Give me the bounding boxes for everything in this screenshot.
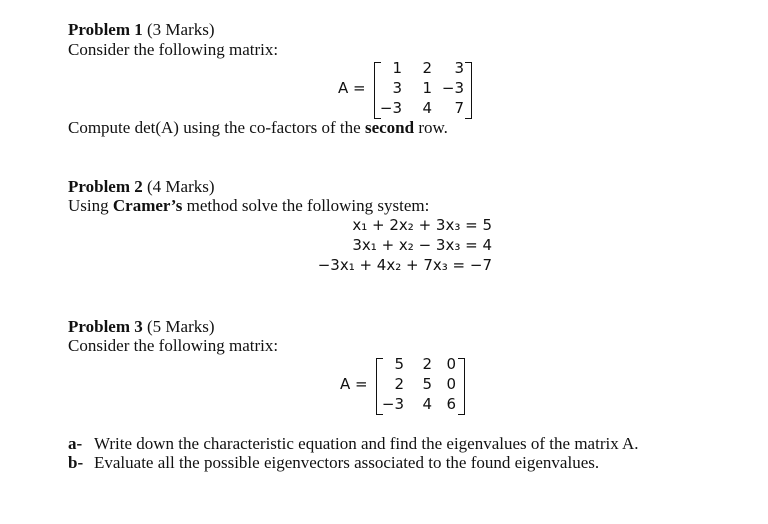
matrix-cell: 5: [394, 355, 404, 373]
matrix-cell: 3: [392, 79, 402, 97]
intro-emphasis: Cramer’s: [112, 196, 183, 215]
matrix-cell: 5: [422, 375, 432, 393]
task-suffix: row.: [414, 118, 448, 137]
problem-1-title: Problem 1: [68, 20, 143, 39]
problem-1-intro: Consider the following matrix:: [68, 40, 279, 59]
list-marker: a-: [68, 434, 83, 453]
right-bracket: [458, 358, 465, 415]
matrix-cell: 3: [454, 59, 464, 77]
problem-3-marks: (5 Marks): [142, 317, 215, 336]
matrix-label: A =: [340, 375, 368, 393]
equation-2: 3x₁ + x₂ − 3x₃ = 4: [352, 236, 492, 254]
matrix-cell: 0: [446, 355, 456, 373]
matrix-cell: 2: [394, 375, 404, 393]
problem-3-title: Problem 3: [68, 317, 143, 336]
matrix-cell: 1: [392, 59, 402, 77]
problem-2-heading: [68, 177, 215, 197]
equation-1: x₁ + 2x₂ + 3x₃ = 5: [352, 216, 492, 234]
list-item-a: [68, 434, 639, 454]
problem-1-task: [68, 118, 448, 138]
problem-3-matrix: [340, 355, 480, 417]
problem-3-heading: [68, 317, 215, 337]
matrix-cell: 2: [422, 59, 432, 77]
right-bracket: [465, 62, 472, 119]
problem-1-matrix: [338, 59, 478, 121]
matrix-label: A =: [338, 79, 366, 97]
matrix-cell: −3: [381, 395, 404, 413]
list-item-b: [68, 453, 599, 473]
intro-suffix: method solve the following system:: [182, 196, 430, 215]
equation-system: [300, 216, 492, 278]
problem-3-intro: Consider the following matrix:: [68, 336, 279, 355]
matrix-cell: 4: [422, 395, 432, 413]
list-item-text: Write down the characteristic equation and find the eigenvalues of the matrix A.: [94, 434, 639, 453]
equation-3: −3x₁ + 4x₂ + 7x₃ = −7: [317, 256, 492, 274]
matrix-cell: 4: [422, 99, 432, 117]
task-prefix: Compute det(A) using the co-factors of the: [68, 118, 365, 137]
problem-2-title: Problem 2: [68, 177, 143, 196]
problem-1-heading: [68, 20, 215, 40]
matrix-cell: −3: [379, 99, 402, 117]
matrix-cell: −3: [441, 79, 464, 97]
problem-2-marks: (4 Marks): [142, 177, 215, 196]
task-emphasis: second: [364, 118, 415, 137]
matrix-cell: 7: [454, 99, 464, 117]
list-item-text: Evaluate all the possible eigenvectors associated to the found eigenvalues.: [94, 453, 600, 472]
list-marker: b-: [68, 453, 84, 472]
matrix-cell: 6: [446, 395, 456, 413]
problem-1-marks: (3 Marks): [142, 20, 215, 39]
matrix-cell: 1: [422, 79, 432, 97]
matrix-cell: 0: [446, 375, 456, 393]
problem-2-intro: [68, 196, 429, 216]
intro-prefix: Using: [68, 196, 113, 215]
matrix-cell: 2: [422, 355, 432, 373]
